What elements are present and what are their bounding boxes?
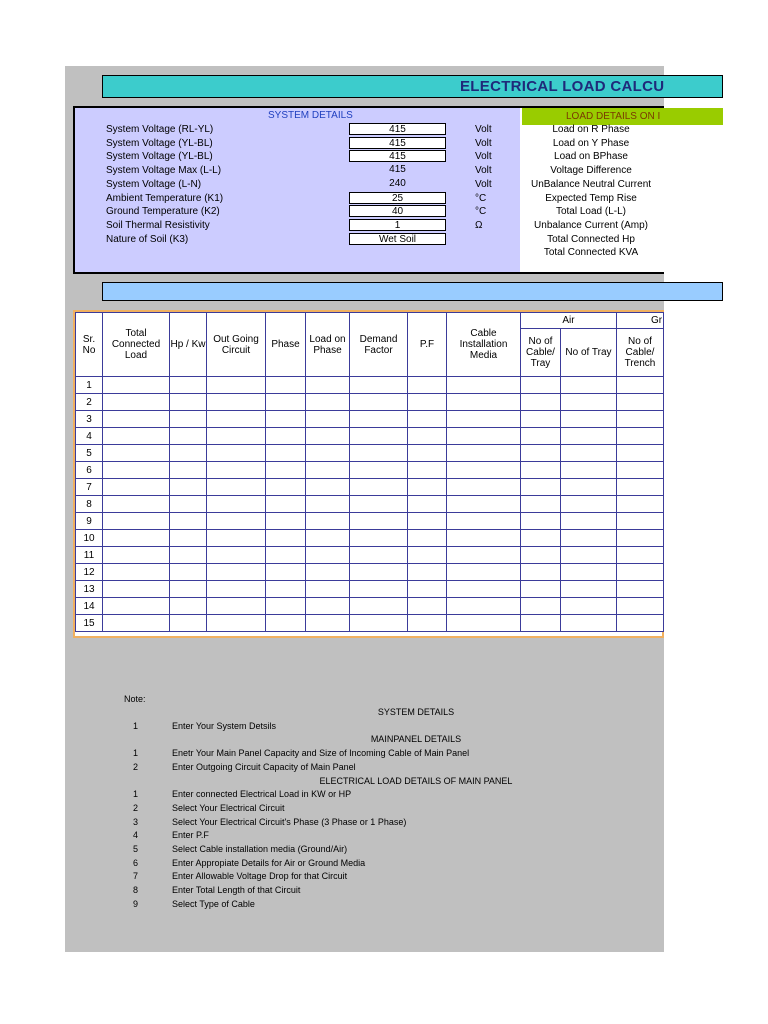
table-cell[interactable] xyxy=(408,598,447,615)
system-field-label: Soil Thermal Resistivity xyxy=(106,220,210,231)
system-field-unit: Volt xyxy=(475,138,492,149)
table-cell[interactable] xyxy=(266,564,306,581)
table-row xyxy=(76,377,664,394)
load-detail-label: Load on BPhase xyxy=(554,151,628,162)
table-cell[interactable] xyxy=(561,530,617,547)
table-cell[interactable] xyxy=(447,479,521,496)
table-row xyxy=(76,394,664,411)
table-cell[interactable] xyxy=(207,411,266,428)
table-cell[interactable] xyxy=(447,428,521,445)
notes-heading: MAINPANEL DETAILS xyxy=(370,734,462,744)
table-cell[interactable] xyxy=(103,547,170,564)
table-cell[interactable] xyxy=(266,598,306,615)
table-cell[interactable] xyxy=(447,462,521,479)
table-cell[interactable] xyxy=(266,513,306,530)
header-ground-cable-trench: No of Cable/ Trench xyxy=(617,329,664,377)
row-number: 6 xyxy=(76,462,103,479)
table-cell[interactable] xyxy=(617,513,664,530)
table-cell[interactable] xyxy=(170,445,207,462)
system-field-value[interactable]: 1 xyxy=(349,219,446,231)
system-field-label: Ambient Temperature (K1) xyxy=(106,193,224,204)
table-cell[interactable] xyxy=(103,598,170,615)
header-hp-kw: Hp / Kw xyxy=(170,313,207,377)
table-row xyxy=(76,462,664,479)
row-number: 14 xyxy=(76,598,103,615)
table-cell[interactable] xyxy=(266,479,306,496)
table-row xyxy=(76,479,664,496)
table-cell[interactable] xyxy=(350,462,408,479)
table-cell[interactable] xyxy=(521,581,561,598)
table-cell[interactable] xyxy=(207,394,266,411)
table-row xyxy=(76,598,664,615)
notes-heading: SYSTEM DETAILS xyxy=(377,707,455,717)
table-cell[interactable] xyxy=(350,547,408,564)
table-cell[interactable] xyxy=(170,615,207,632)
note-text: Enter connected Electrical Load in KW or HP xyxy=(172,789,352,799)
load-detail-label: Total Load (L-L) xyxy=(555,206,627,217)
table-cell[interactable] xyxy=(103,513,170,530)
section-bar xyxy=(102,282,723,301)
table-cell[interactable] xyxy=(447,394,521,411)
table-cell[interactable] xyxy=(447,598,521,615)
header-pf: P.F xyxy=(408,313,447,377)
table-cell[interactable] xyxy=(207,445,266,462)
table-cell[interactable] xyxy=(561,377,617,394)
table-cell[interactable] xyxy=(617,598,664,615)
row-number: 8 xyxy=(76,496,103,513)
table-cell[interactable] xyxy=(561,479,617,496)
table-cell[interactable] xyxy=(521,496,561,513)
table-cell[interactable] xyxy=(170,530,207,547)
table-row xyxy=(76,445,664,462)
system-field-value[interactable]: 25 xyxy=(349,192,446,204)
load-detail-label: Total Connected Hp xyxy=(547,234,635,245)
table-row xyxy=(76,411,664,428)
note-text: Enter Outgoing Circuit Capacity of Main Panel xyxy=(172,762,356,772)
table-cell[interactable] xyxy=(350,581,408,598)
table-cell[interactable] xyxy=(521,615,561,632)
table-cell[interactable] xyxy=(561,598,617,615)
table-cell[interactable] xyxy=(408,445,447,462)
table-cell[interactable] xyxy=(103,445,170,462)
load-detail-label: Expected Temp Rise xyxy=(545,193,637,204)
table-cell[interactable] xyxy=(306,445,350,462)
table-cell[interactable] xyxy=(350,513,408,530)
table-cell[interactable] xyxy=(103,479,170,496)
table-cell[interactable] xyxy=(170,547,207,564)
header-total-load: Total Connected Load xyxy=(103,313,170,377)
table-cell[interactable] xyxy=(617,428,664,445)
table-cell[interactable] xyxy=(103,377,170,394)
table-cell[interactable] xyxy=(103,462,170,479)
table-cell[interactable] xyxy=(207,513,266,530)
row-number: 15 xyxy=(76,615,103,632)
row-number: 10 xyxy=(76,530,103,547)
table-cell[interactable] xyxy=(170,411,207,428)
table-cell[interactable] xyxy=(561,462,617,479)
table-row xyxy=(76,496,664,513)
system-field-unit: °C xyxy=(475,193,487,204)
system-field-value: 415 xyxy=(389,164,406,175)
table-cell[interactable] xyxy=(561,564,617,581)
table-cell[interactable] xyxy=(447,411,521,428)
note-number: 2 xyxy=(133,803,139,813)
note-number: 1 xyxy=(133,721,139,731)
table-cell[interactable] xyxy=(170,581,207,598)
table-cell[interactable] xyxy=(306,411,350,428)
table-cell[interactable] xyxy=(521,377,561,394)
table-cell[interactable] xyxy=(207,462,266,479)
note-text: Enter Appropiate Details for Air or Ground Media xyxy=(172,858,366,868)
system-field-unit: Volt xyxy=(475,124,492,135)
note-number: 1 xyxy=(133,748,139,758)
system-field-value[interactable]: 415 xyxy=(349,123,446,135)
table-cell[interactable] xyxy=(447,496,521,513)
header-outgoing-circuit: Out Going Circuit xyxy=(207,313,266,377)
table-row xyxy=(76,564,664,581)
table-cell[interactable] xyxy=(350,377,408,394)
table-cell[interactable] xyxy=(617,411,664,428)
row-number: 5 xyxy=(76,445,103,462)
system-field-unit: Ω xyxy=(475,220,483,231)
table-cell[interactable] xyxy=(103,615,170,632)
table-cell[interactable] xyxy=(408,530,447,547)
system-field-label: System Voltage (L-N) xyxy=(106,179,202,190)
table-cell[interactable] xyxy=(350,428,408,445)
row-number: 9 xyxy=(76,513,103,530)
table-cell[interactable] xyxy=(521,598,561,615)
table-cell[interactable] xyxy=(306,479,350,496)
table-cell[interactable] xyxy=(266,428,306,445)
table-cell[interactable] xyxy=(617,564,664,581)
table-cell[interactable] xyxy=(306,377,350,394)
table-cell[interactable] xyxy=(207,564,266,581)
table-row xyxy=(76,615,664,632)
table-cell[interactable] xyxy=(617,479,664,496)
table-cell[interactable] xyxy=(306,581,350,598)
note-text: Enter Your System Detsils xyxy=(172,721,277,731)
table-cell[interactable] xyxy=(408,377,447,394)
system-field-value: 240 xyxy=(389,178,406,189)
table-cell[interactable] xyxy=(350,564,408,581)
table-cell[interactable] xyxy=(103,496,170,513)
table-cell[interactable] xyxy=(617,530,664,547)
header-phase: Phase xyxy=(266,313,306,377)
table-cell[interactable] xyxy=(207,598,266,615)
table-cell[interactable] xyxy=(561,496,617,513)
table-cell[interactable] xyxy=(103,530,170,547)
table-cell[interactable] xyxy=(266,462,306,479)
note-number: 7 xyxy=(133,871,139,881)
table-cell[interactable] xyxy=(408,581,447,598)
table-cell[interactable] xyxy=(306,615,350,632)
table-cell[interactable] xyxy=(617,547,664,564)
table-row xyxy=(76,547,664,564)
table-cell[interactable] xyxy=(447,615,521,632)
note-number: 3 xyxy=(133,817,139,827)
table-cell[interactable] xyxy=(617,394,664,411)
table-cell[interactable] xyxy=(408,411,447,428)
table-cell[interactable] xyxy=(103,564,170,581)
table-cell[interactable] xyxy=(408,428,447,445)
row-number: 7 xyxy=(76,479,103,496)
row-number: 3 xyxy=(76,411,103,428)
table-cell[interactable] xyxy=(350,530,408,547)
load-detail-label: Voltage Difference xyxy=(550,165,632,176)
table-cell[interactable] xyxy=(561,615,617,632)
note-number: 2 xyxy=(133,762,139,772)
table-cell[interactable] xyxy=(170,479,207,496)
row-number: 1 xyxy=(76,377,103,394)
table-cell[interactable] xyxy=(207,547,266,564)
load-detail-label: Total Connected KVA xyxy=(543,247,639,258)
row-number: 4 xyxy=(76,428,103,445)
table-row xyxy=(76,581,664,598)
note-text: Select Your Electrical Circuit xyxy=(172,803,285,813)
system-field-label: System Voltage Max (L-L) xyxy=(106,165,222,176)
table-row xyxy=(76,530,664,547)
note-number: 9 xyxy=(133,899,139,909)
table-cell[interactable] xyxy=(561,445,617,462)
note-number: 1 xyxy=(133,789,139,799)
table-cell[interactable] xyxy=(350,394,408,411)
row-number: 13 xyxy=(76,581,103,598)
table-cell[interactable] xyxy=(408,513,447,530)
table-cell[interactable] xyxy=(561,581,617,598)
table-cell[interactable] xyxy=(306,394,350,411)
note-text: Enter Total Length of that Circuit xyxy=(172,885,301,895)
header-air-cable-tray: No of Cable/ Tray xyxy=(521,329,561,377)
header-group-ground: Gr xyxy=(617,313,664,329)
note-text: Select Your Electrical Circuit's Phase (3 Phase or 1 Phase) xyxy=(172,817,407,827)
table-cell[interactable] xyxy=(447,581,521,598)
table-cell[interactable] xyxy=(306,496,350,513)
table-cell[interactable] xyxy=(408,615,447,632)
system-field-label: Nature of Soil (K3) xyxy=(106,234,189,245)
table-cell[interactable] xyxy=(266,445,306,462)
table-cell[interactable] xyxy=(350,479,408,496)
note-number: 5 xyxy=(133,844,139,854)
table-cell[interactable] xyxy=(170,394,207,411)
table-cell[interactable] xyxy=(306,564,350,581)
system-details-heading: SYSTEM DETAILS xyxy=(268,110,353,121)
system-field-value[interactable]: 415 xyxy=(349,150,446,162)
system-field-value[interactable]: 415 xyxy=(349,137,446,149)
table-cell[interactable] xyxy=(561,547,617,564)
table-cell[interactable] xyxy=(306,530,350,547)
system-field-label: System Voltage (YL-BL) xyxy=(106,138,213,149)
header-air-no-tray: No of Tray xyxy=(561,329,617,377)
page-title: ELECTRICAL LOAD CALCU xyxy=(460,78,665,95)
load-details-heading: LOAD DETAILS ON I xyxy=(522,108,723,125)
table-cell[interactable] xyxy=(170,598,207,615)
table-cell[interactable] xyxy=(447,564,521,581)
table-cell[interactable] xyxy=(447,377,521,394)
table-cell[interactable] xyxy=(266,581,306,598)
table-cell[interactable] xyxy=(103,394,170,411)
table-cell[interactable] xyxy=(207,615,266,632)
system-field-unit: °C xyxy=(475,206,487,217)
note-text: Enter Allowable Voltage Drop for that Circuit xyxy=(172,871,348,881)
table-cell[interactable] xyxy=(350,445,408,462)
table-cell[interactable] xyxy=(408,479,447,496)
table-cell[interactable] xyxy=(521,394,561,411)
system-field-value[interactable]: 40 xyxy=(349,205,446,217)
system-field-unit: Volt xyxy=(475,151,492,162)
notes-label: Note: xyxy=(124,694,146,704)
table-cell[interactable] xyxy=(447,530,521,547)
header-demand-factor: Demand Factor xyxy=(350,313,408,377)
system-field-unit: Volt xyxy=(475,179,492,190)
table-cell[interactable] xyxy=(170,564,207,581)
table-cell[interactable] xyxy=(447,513,521,530)
note-text: Select Cable installation media (Ground/Air) xyxy=(172,844,348,854)
table-cell[interactable] xyxy=(170,377,207,394)
table-cell[interactable] xyxy=(521,428,561,445)
header-group-air: Air xyxy=(521,313,617,329)
notes-heading: ELECTRICAL LOAD DETAILS OF MAIN PANEL xyxy=(319,776,513,786)
note-text: Select Type of Cable xyxy=(172,899,255,909)
table-cell[interactable] xyxy=(617,377,664,394)
header-load-on-phase: Load on Phase xyxy=(306,313,350,377)
table-cell[interactable] xyxy=(207,530,266,547)
row-number: 12 xyxy=(76,564,103,581)
table-cell[interactable] xyxy=(521,564,561,581)
table-cell[interactable] xyxy=(408,564,447,581)
table-cell[interactable] xyxy=(521,479,561,496)
table-cell[interactable] xyxy=(266,615,306,632)
table-cell[interactable] xyxy=(306,428,350,445)
table-cell[interactable] xyxy=(408,394,447,411)
table-cell[interactable] xyxy=(266,496,306,513)
table-cell[interactable] xyxy=(306,598,350,615)
table-cell[interactable] xyxy=(350,411,408,428)
table-cell[interactable] xyxy=(408,496,447,513)
system-field-value[interactable]: Wet Soil xyxy=(349,233,446,245)
table-cell[interactable] xyxy=(521,513,561,530)
table-cell[interactable] xyxy=(561,513,617,530)
table-cell[interactable] xyxy=(521,530,561,547)
table-cell[interactable] xyxy=(408,547,447,564)
table-cell[interactable] xyxy=(617,581,664,598)
row-number: 2 xyxy=(76,394,103,411)
table-cell[interactable] xyxy=(306,547,350,564)
table-cell[interactable] xyxy=(266,411,306,428)
table-cell[interactable] xyxy=(207,428,266,445)
table-cell[interactable] xyxy=(266,377,306,394)
table-row xyxy=(76,513,664,530)
table-cell[interactable] xyxy=(103,581,170,598)
note-text: Enetr Your Main Panel Capacity and Size of Incoming Cable of Main Panel xyxy=(172,748,470,758)
table-cell[interactable] xyxy=(306,513,350,530)
system-field-label: System Voltage (YL-BL) xyxy=(106,151,213,162)
table-cell[interactable] xyxy=(266,547,306,564)
table-cell[interactable] xyxy=(521,411,561,428)
table-cell[interactable] xyxy=(521,445,561,462)
table-cell[interactable] xyxy=(617,615,664,632)
note-number: 8 xyxy=(133,885,139,895)
system-field-label: System Voltage (RL-YL) xyxy=(106,124,214,135)
table-cell[interactable] xyxy=(170,496,207,513)
load-detail-label: Unbalance Current (Amp) xyxy=(534,220,648,231)
table-cell[interactable] xyxy=(103,428,170,445)
table-cell[interactable] xyxy=(521,547,561,564)
table-cell[interactable] xyxy=(207,496,266,513)
table-cell[interactable] xyxy=(561,411,617,428)
note-text: Enter P.F xyxy=(172,830,209,840)
table-cell[interactable] xyxy=(561,428,617,445)
note-number: 6 xyxy=(133,858,139,868)
table-cell[interactable] xyxy=(306,462,350,479)
system-field-unit: Volt xyxy=(475,165,492,176)
load-table xyxy=(75,312,664,632)
load-detail-label: Load on R Phase xyxy=(552,124,630,135)
header-sr-no: Sr. No xyxy=(76,313,103,377)
table-cell[interactable] xyxy=(103,411,170,428)
table-cell[interactable] xyxy=(521,462,561,479)
table-cell[interactable] xyxy=(170,513,207,530)
load-detail-label: Load on Y Phase xyxy=(552,138,630,149)
table-cell[interactable] xyxy=(207,479,266,496)
table-cell[interactable] xyxy=(617,462,664,479)
table-cell[interactable] xyxy=(447,547,521,564)
table-row xyxy=(76,428,664,445)
table-cell[interactable] xyxy=(350,598,408,615)
row-number: 11 xyxy=(76,547,103,564)
table-cell[interactable] xyxy=(447,445,521,462)
header-installation-media: Cable Installation Media xyxy=(447,313,521,377)
table-cell[interactable] xyxy=(350,496,408,513)
table-cell[interactable] xyxy=(170,428,207,445)
table-cell[interactable] xyxy=(617,445,664,462)
note-number: 4 xyxy=(133,830,139,840)
table-cell[interactable] xyxy=(207,581,266,598)
table-cell[interactable] xyxy=(350,615,408,632)
load-detail-label: UnBalance Neutral Current xyxy=(530,179,652,190)
table-cell[interactable] xyxy=(266,394,306,411)
table-cell[interactable] xyxy=(207,377,266,394)
system-field-label: Ground Temperature (K2) xyxy=(106,206,220,217)
table-cell[interactable] xyxy=(561,394,617,411)
table-cell[interactable] xyxy=(266,530,306,547)
table-cell[interactable] xyxy=(408,462,447,479)
table-cell[interactable] xyxy=(170,462,207,479)
table-cell[interactable] xyxy=(617,496,664,513)
